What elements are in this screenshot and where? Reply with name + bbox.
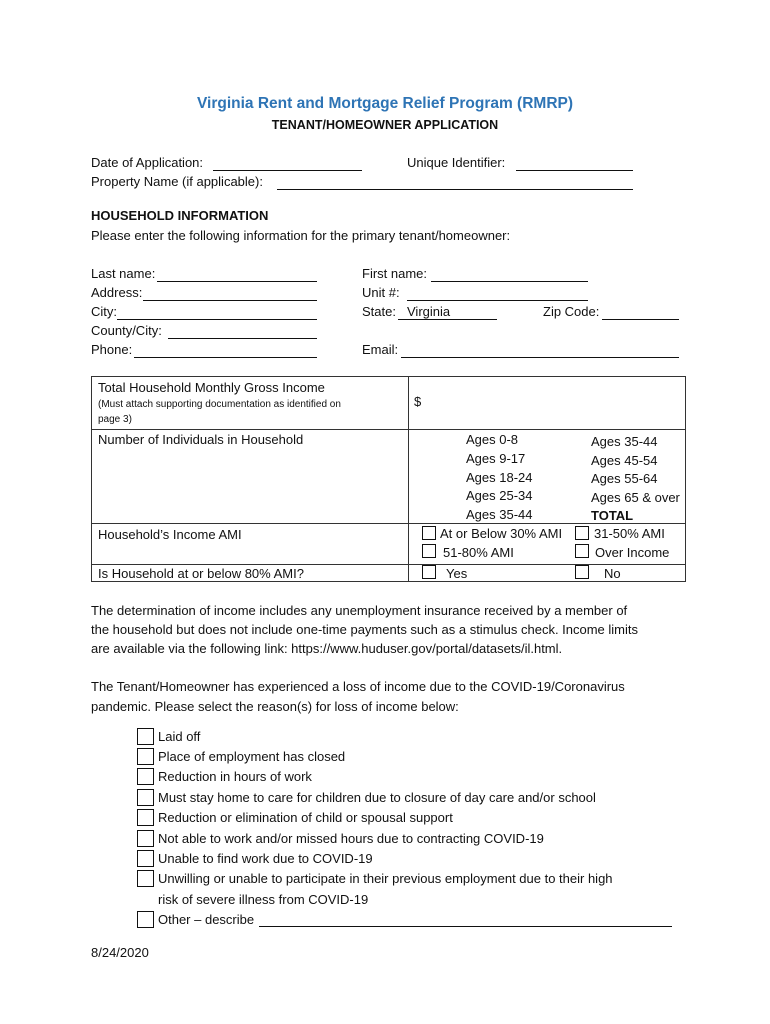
email-label: Email:: [362, 342, 399, 357]
unique-identifier-label: Unique Identifier:: [407, 155, 506, 170]
total-label: TOTAL: [591, 508, 634, 523]
determination-line2: the household but does not include one-time payments such as a stimulus check. Income limits: [91, 622, 639, 637]
ami-31-50-checkbox[interactable]: [575, 526, 589, 540]
footer-date: 8/24/2020: [91, 945, 149, 960]
city-label: City:: [91, 304, 117, 319]
page-title: Virginia Rent and Mortgage Relief Program (RMRP): [196, 95, 574, 112]
reason-no-work-label: Unable to find work due to COVID-19: [158, 851, 373, 866]
income-note-line1: (Must attach supporting documentation as identified on: [98, 399, 341, 410]
income-value-cell[interactable]: [408, 376, 686, 430]
individuals-label: Number of Individuals in Household: [98, 432, 304, 447]
zip-code-label: Zip Code:: [543, 304, 600, 319]
unit-label: Unit #:: [362, 285, 400, 300]
unique-identifier-field[interactable]: [516, 170, 633, 171]
below80-no-label: No: [604, 566, 621, 581]
ami-over-income-label: Over Income: [595, 545, 670, 560]
below80-yes-checkbox[interactable]: [422, 565, 436, 579]
reason-contracted-covid-label: Not able to work and/or missed hours due to contracting COVID-19: [158, 831, 544, 846]
reason-other-label: Other – describe: [158, 912, 255, 927]
age-left-3: Ages 25-34: [466, 488, 533, 503]
county-city-label: County/City:: [91, 323, 162, 338]
last-name-field[interactable]: [157, 281, 317, 282]
date-of-application-label: Date of Application:: [91, 155, 204, 170]
phone-field[interactable]: [134, 357, 317, 358]
zip-code-field[interactable]: [602, 319, 679, 320]
ami-30-checkbox[interactable]: [422, 526, 436, 540]
reason-no-work-checkbox[interactable]: [137, 850, 154, 867]
state-label: State:: [362, 304, 396, 319]
address-field[interactable]: [143, 300, 317, 301]
ami-51-80-checkbox[interactable]: [422, 544, 436, 558]
below80-yes-label: Yes: [446, 566, 468, 581]
ami-label: Household’s Income AMI: [98, 527, 242, 542]
state-value[interactable]: Virginia: [407, 304, 451, 319]
reason-high-risk-label: Unwilling or unable to participate in their previous employment due to their high: [158, 871, 613, 886]
age-left-4: Ages 35-44: [466, 507, 533, 522]
age-left-1: Ages 9-17: [466, 451, 526, 466]
last-name-label: Last name:: [91, 266, 156, 281]
reason-support-checkbox[interactable]: [137, 809, 154, 826]
reason-high-risk-checkbox[interactable]: [137, 870, 154, 887]
ami-over-income-checkbox[interactable]: [575, 544, 589, 558]
date-of-application-field[interactable]: [213, 170, 362, 171]
reason-reduced-hours-label: Reduction in hours of work: [158, 769, 312, 784]
income-note-line2: page 3): [98, 414, 132, 425]
covid-line1: The Tenant/Homeowner has experienced a loss of income due to the COVID-19/Coronavirus: [91, 679, 625, 694]
age-right-2: Ages 55-64: [591, 471, 658, 486]
reason-support-label: Reduction or elimination of child or spousal support: [158, 810, 453, 825]
income-label: Total Household Monthly Gross Income: [98, 380, 325, 395]
age-left-2: Ages 18-24: [466, 470, 533, 485]
reason-other-checkbox[interactable]: [137, 911, 154, 928]
reason-laid-off-label: Laid off: [158, 729, 201, 744]
reason-high-risk-continuation: risk of severe illness from COVID-19: [158, 892, 369, 907]
determination-line3: are available via the following link: https://www.huduser.gov/portal/datasets/il.html.: [91, 641, 563, 656]
property-name-field[interactable]: [277, 189, 633, 190]
reason-employment-closed-label: Place of employment has closed: [158, 749, 346, 764]
city-field[interactable]: [117, 319, 317, 320]
age-right-1: Ages 45-54: [591, 453, 658, 468]
age-right-3: Ages 65 & over: [591, 490, 680, 505]
reason-childcare-label: Must stay home to care for children due to closure of day care and/or school: [158, 790, 596, 805]
income-currency: $: [414, 394, 422, 409]
age-left-0: Ages 0-8: [466, 432, 519, 447]
household-instructions: Please enter the following information for the primary tenant/homeowner:: [91, 228, 511, 243]
first-name-label: First name:: [362, 266, 428, 281]
ami-31-50-label: 31-50% AMI: [594, 526, 665, 541]
household-info-heading: HOUSEHOLD INFORMATION: [91, 208, 269, 223]
reason-childcare-checkbox[interactable]: [137, 789, 154, 806]
determination-line1: The determination of income includes any unemployment insurance received by a member of: [91, 603, 628, 618]
state-field-underline: [398, 319, 497, 320]
page-subtitle: TENANT/HOMEOWNER APPLICATION: [271, 118, 499, 132]
covid-line2: pandemic. Please select the reason(s) for loss of income below:: [91, 699, 459, 714]
first-name-field[interactable]: [431, 281, 588, 282]
reason-contracted-covid-checkbox[interactable]: [137, 830, 154, 847]
ami-30-label: At or Below 30% AMI: [440, 526, 563, 541]
reason-employment-closed-checkbox[interactable]: [137, 748, 154, 765]
property-name-label: Property Name (if applicable):: [91, 174, 263, 189]
below80-no-checkbox[interactable]: [575, 565, 589, 579]
reason-reduced-hours-checkbox[interactable]: [137, 768, 154, 785]
address-label: Address:: [91, 285, 143, 300]
unit-field[interactable]: [407, 300, 588, 301]
age-right-0: Ages 35-44: [591, 434, 658, 449]
phone-label: Phone:: [91, 342, 133, 357]
ami-51-80-label: 51-80% AMI: [443, 545, 514, 560]
reason-laid-off-checkbox[interactable]: [137, 728, 154, 745]
below80-label: Is Household at or below 80% AMI?: [98, 566, 304, 581]
county-city-field[interactable]: [168, 338, 317, 339]
reason-other-describe-field[interactable]: [259, 926, 672, 927]
email-field[interactable]: [401, 357, 679, 358]
